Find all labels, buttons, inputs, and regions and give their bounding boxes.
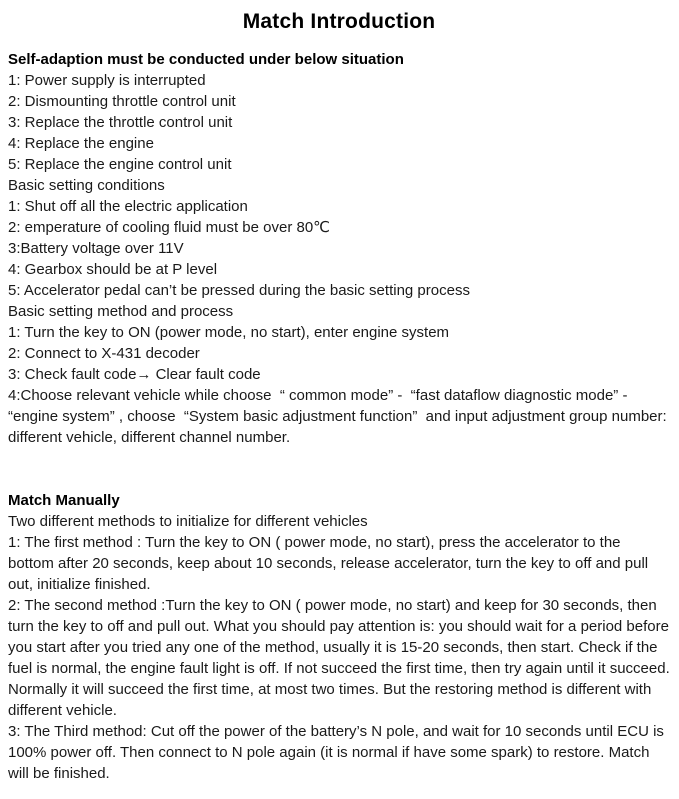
basic-setting-method-label: Basic setting method and process — [8, 303, 234, 320]
condition-line-3: 3:Battery voltage over 11V — [8, 240, 184, 257]
situation-line-3: 3: Replace the throttle control unit — [8, 114, 233, 131]
self-adaption-heading: Self-adaption must be conducted under below situation — [8, 51, 404, 68]
first-method-paragraph: 1: The first method : Turn the key to ON ( power mode, no start), press the accelerator to the bottom after 20 seconds, keep about 10 seconds, release accelerator, turn the key to off and pull out, initialize finished. — [8, 534, 653, 593]
section-self-adaption — [8, 49, 670, 448]
situation-line-4: 4: Replace the engine — [8, 135, 154, 152]
situation-line-2: 2: Dismounting throttle control unit — [8, 93, 236, 110]
basic-setting-conditions-label: Basic setting conditions — [8, 177, 165, 194]
third-method-paragraph: 3: The Third method: Cut off the power of the battery’s N pole, and wait for 10 seconds until ECU is 100% power off. Then connect to N pole again (it is normal if have some spark) to restore. Match will be finished. — [8, 723, 669, 782]
condition-line-2: 2: emperature of cooling fluid must be over 80℃ — [8, 219, 331, 236]
method-step-3: 3: Check fault code→ Clear fault code — [8, 366, 261, 383]
situation-line-5: 5: Replace the engine control unit — [8, 156, 232, 173]
situation-line-1: 1: Power supply is interrupted — [8, 72, 206, 89]
condition-line-5: 5: Accelerator pedal can’t be pressed during the basic setting process — [8, 282, 470, 299]
match-manually-heading: Match Manually — [8, 492, 120, 509]
page-title: Match Introduction — [242, 10, 436, 33]
method-step-1: 1: Turn the key to ON (power mode, no start), enter engine system — [8, 324, 450, 341]
second-method-paragraph: 2: The second method :Turn the key to ON ( power mode, no start) and keep for 30 seconds, then turn the key to off and pull out. What you should pay attention is: you should wait for a period before you start after you tried any one of the method, usually it is 15-20 seconds, then start. Check if the fuel is normal, the engine fault light is off. If not succeed the first time, then try again until it succeed. Normally it will succeed the first time, at most two times. But the restoring method is different with different vehicle. — [8, 597, 674, 719]
method-step-4: 4:Choose relevant vehicle while choose “ common mode” - “fast dataflow diagnostic mode” - “engine system” , choose “System basic adjustment function” and input adjustment group number: different vehicle, different channel number. — [8, 387, 671, 446]
condition-line-4: 4: Gearbox should be at P level — [8, 261, 218, 278]
condition-line-1: 1: Shut off all the electric application — [8, 198, 248, 215]
method-step-2: 2: Connect to X-431 decoder — [8, 345, 200, 362]
section-match-manually — [8, 490, 674, 784]
match-manually-intro: Two different methods to initialize for different vehicles — [8, 513, 368, 530]
